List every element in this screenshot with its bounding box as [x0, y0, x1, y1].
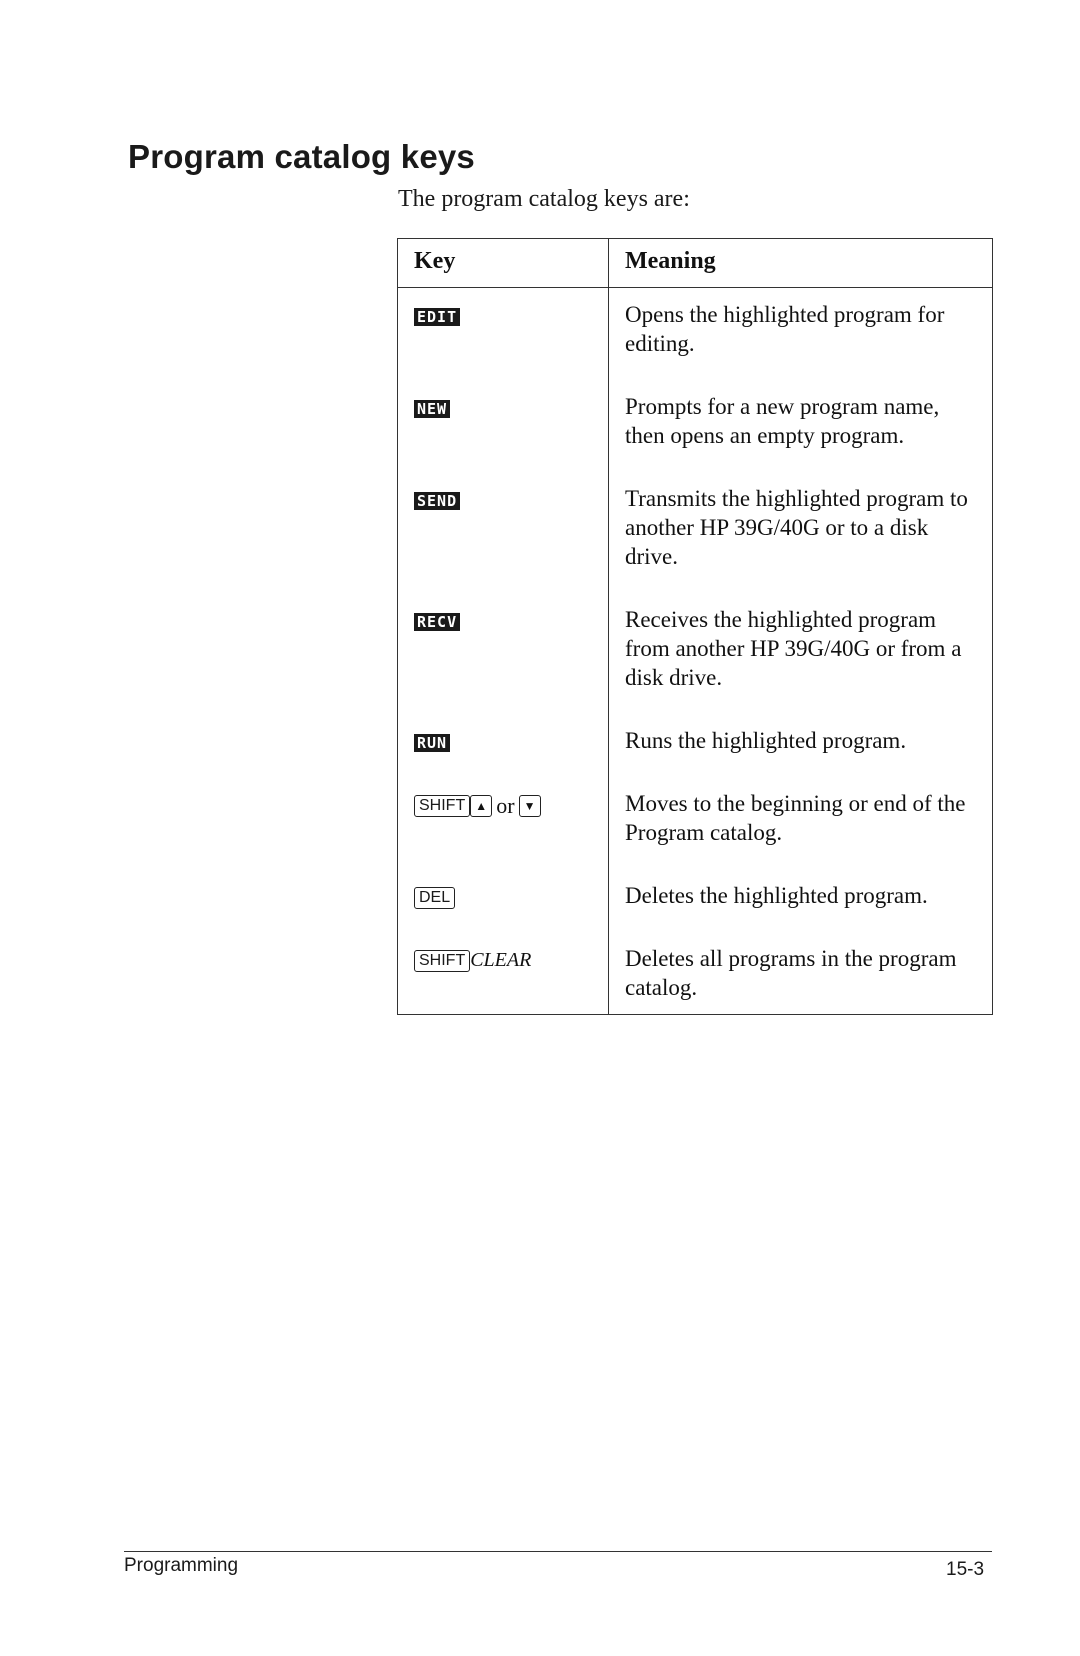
- meaning-cell: Opens the highlighted program for editing.: [625, 302, 945, 356]
- run-softkey-icon: RUN: [414, 734, 450, 752]
- table-row: [398, 288, 993, 381]
- table-row: [398, 380, 993, 472]
- meaning-cell: Runs the highlighted program.: [625, 728, 907, 753]
- key-cell: [398, 932, 609, 1015]
- key-cell: [398, 714, 609, 777]
- table-row: [398, 777, 993, 869]
- key-cell: [398, 593, 609, 714]
- new-softkey-icon: NEW: [414, 400, 450, 418]
- meaning-cell: Deletes all programs in the program catalog.: [625, 946, 957, 1000]
- footer-page-number: 15-3: [946, 1559, 985, 1580]
- del-key-icon: DEL: [414, 887, 455, 909]
- column-header-meaning: Meaning: [609, 239, 993, 288]
- table-row: [398, 869, 993, 932]
- column-header-key: Key: [398, 239, 609, 288]
- intro-text: The program catalog keys are:: [398, 186, 690, 212]
- meaning-cell: Deletes the highlighted program.: [625, 883, 928, 908]
- shift-key-icon: SHIFT: [414, 950, 470, 972]
- table-header-row: [398, 239, 993, 288]
- footer-divider: [124, 1551, 992, 1552]
- footer-section-title: Programming: [124, 1555, 239, 1576]
- program-catalog-keys-table: [397, 238, 993, 1015]
- meaning-cell: Prompts for a new program name, then opens an empty program.: [625, 394, 940, 448]
- recv-softkey-icon: RECV: [414, 613, 460, 631]
- section-heading: Program catalog keys: [128, 138, 475, 175]
- table-row: [398, 593, 993, 714]
- key-connector-text: or: [496, 793, 515, 819]
- key-cell: [398, 869, 609, 932]
- clear-command-text: CLEAR: [470, 949, 532, 972]
- key-cell: [398, 472, 609, 593]
- meaning-cell: Moves to the beginning or end of the Program catalog.: [625, 791, 966, 845]
- up-arrow-key-icon: ▲: [470, 795, 492, 817]
- meaning-cell: Transmits the highlighted program to another HP 39G/40G or to a disk drive.: [625, 486, 968, 569]
- key-cell: [398, 380, 609, 472]
- key-cell: [398, 777, 609, 869]
- table-row: [398, 472, 993, 593]
- edit-softkey-icon: EDIT: [414, 308, 460, 326]
- shift-key-icon: SHIFT: [414, 795, 470, 817]
- table-row: [398, 714, 993, 777]
- down-arrow-key-icon: ▼: [519, 795, 541, 817]
- meaning-cell: Receives the highlighted program from another HP 39G/40G or from a disk drive.: [625, 607, 962, 690]
- send-softkey-icon: SEND: [414, 492, 460, 510]
- key-cell: [398, 288, 609, 381]
- table-row: [398, 932, 993, 1015]
